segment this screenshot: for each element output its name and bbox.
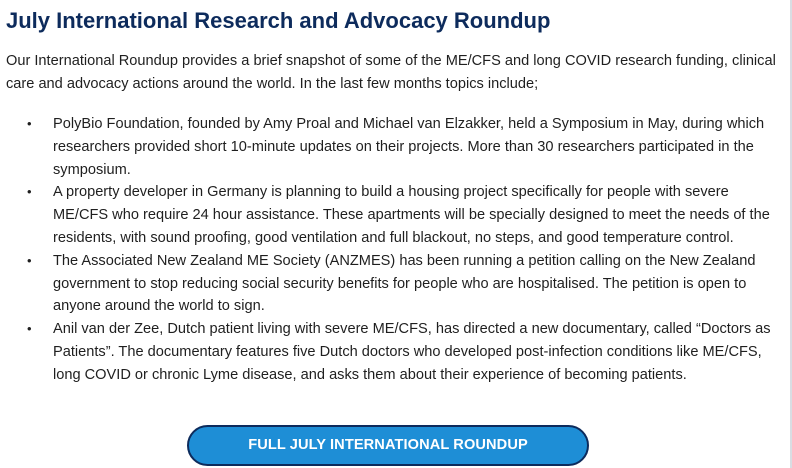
bullet-marker: • [27,116,32,131]
list-item-text: A property developer in Germany is planning to build a housing project specifically for people with severe ME/CFS who require 24 hour assistance. These apartments will be specially designed to meet the needs of the residents, with sound proofing, good ventilation and full blackout, no steps, and good temperature control. [53,184,770,246]
bullet-marker: • [27,252,32,268]
list-item-text: Anil van der Zee, Dutch patient living with severe ME/CFS, has directed a new documentary, called “Doctors as Patients”. The documentary features five Dutch doctors who developed post-infection conditions like ME/CFS, long COVID or chronic Lyme disease, and asks them about their experience of becoming patients. [53,321,771,383]
list-item-documentary [24,318,776,386]
list-item-polybio [24,113,776,181]
topics-list [24,113,776,387]
list-item-text: The Associated New Zealand ME Society (ANZMES) has been running a petition calling on the New Zealand government to stop reducing social security benefits for people who are hospitalised. The petition is open to anyone around the world to sign. [53,252,756,315]
list-item-germany-housing [24,181,776,249]
list-item-text: PolyBio Foundation, founded by Amy Proal and Michael van Elzakker, held a Symposium in May, during which researchers provided short 10-minute updates on their projects. More than 30 researchers participated in the symposium. [53,116,765,178]
full-roundup-button[interactable]: FULL JULY INTERNATIONAL ROUNDUP [187,425,589,466]
bullet-marker: • [27,184,32,200]
list-item-anzmes-petition [24,250,776,318]
section-title: July International Research and Advocacy Roundup [6,8,551,33]
bullet-marker: • [27,321,32,337]
intro-paragraph: Our International Roundup provides a brief snapshot of some of the ME/CFS and long COVID research funding, clinical care and advocacy actions around the world. In the last few months topics include; [6,53,776,92]
